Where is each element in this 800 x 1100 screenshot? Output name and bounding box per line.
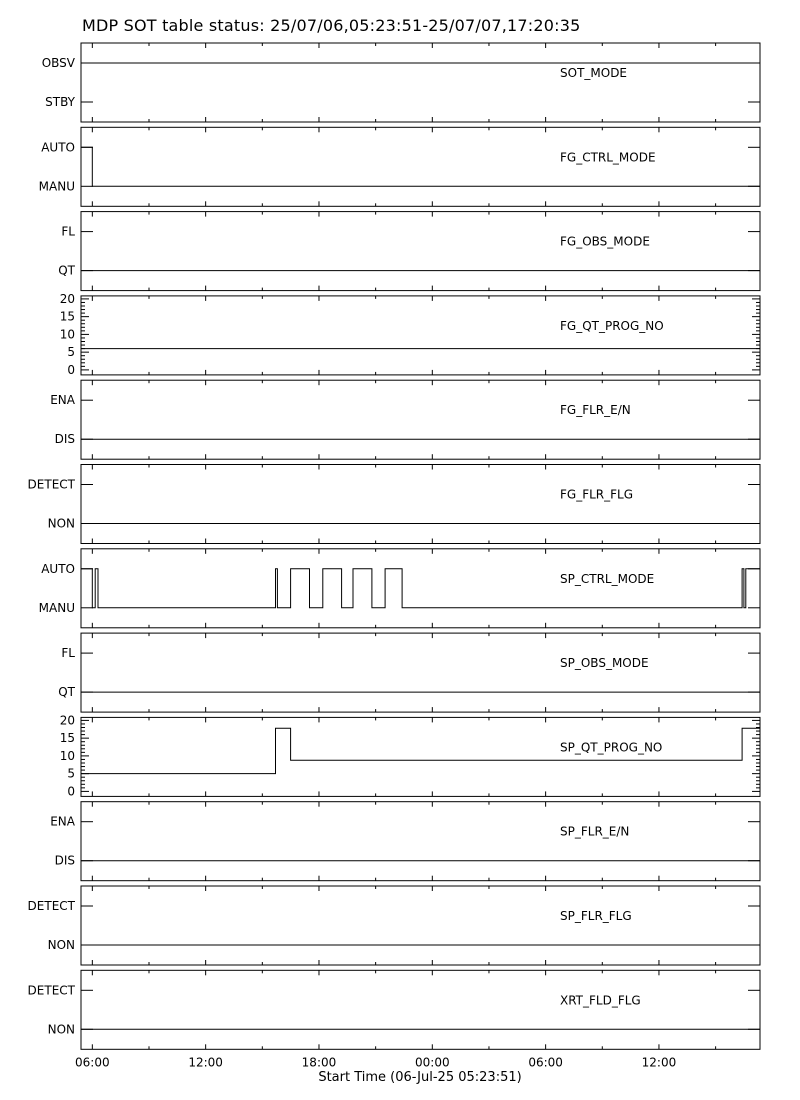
panel-label-fg-qt-prog-no: FG_QT_PROG_NO <box>560 318 664 333</box>
panel-label-sot-mode: SOT_MODE <box>560 66 628 80</box>
y-tick-label: DETECT <box>27 983 75 998</box>
panel-frame-sp-qt-prog-no <box>81 717 760 796</box>
panel-frame-sot-mode <box>81 43 760 122</box>
panel-label-fg-flr-flg: FG_FLR_FLG <box>560 487 634 502</box>
panel-frame-fg-qt-prog-no <box>81 296 760 375</box>
panel-frame-sp-flr-e-n <box>81 802 760 881</box>
y-tick-label: OBSV <box>41 56 75 70</box>
panel-label-xrt-fld-flg: XRT_FLD_FLG <box>560 993 641 1008</box>
x-tick-label: 00:00 <box>415 1055 450 1070</box>
y-tick-label: 10 <box>59 327 75 342</box>
y-tick-label: 20 <box>59 713 75 728</box>
y-tick-label: 10 <box>59 748 75 763</box>
y-tick-label: DETECT <box>27 477 75 492</box>
panel-label-fg-ctrl-mode: FG_CTRL_MODE <box>560 150 656 165</box>
y-tick-label: 20 <box>59 291 75 306</box>
y-tick-label: NON <box>47 516 75 531</box>
panel-label-sp-ctrl-mode: SP_CTRL_MODE <box>560 571 655 586</box>
panel-label-sp-qt-prog-no: SP_QT_PROG_NO <box>560 740 663 755</box>
panel-label-fg-obs-mode: FG_OBS_MODE <box>560 234 650 249</box>
x-tick-label: 12:00 <box>188 1055 223 1070</box>
y-tick-label: 5 <box>67 345 75 360</box>
y-tick-label: 5 <box>67 766 75 781</box>
y-tick-label: QT <box>58 263 75 278</box>
y-tick-label: NON <box>47 1022 75 1037</box>
panel-frame-sp-flr-flg <box>81 886 760 965</box>
y-tick-label: STBY <box>45 95 75 109</box>
y-tick-label: 15 <box>59 731 75 746</box>
chart-title: MDP SOT table status: 25/07/06,05:23:51-25/07/07,17:20:35 <box>82 16 581 35</box>
x-tick-label: 18:00 <box>301 1055 337 1070</box>
series-line-fg-ctrl-mode <box>81 147 760 186</box>
x-tick-label: 12:00 <box>641 1055 677 1070</box>
y-tick-label: ENA <box>50 814 75 829</box>
panel-label-sp-flr-e-n: SP_FLR_E/N <box>560 824 630 839</box>
panel-frame-xrt-fld-flg <box>81 970 760 1049</box>
y-tick-label: 15 <box>59 309 75 324</box>
x-axis-label: Start Time (06-Jul-25 05:23:51) <box>318 1070 522 1085</box>
panel-frame-fg-flr-e-n <box>81 380 760 459</box>
y-tick-label: MANU <box>38 600 75 615</box>
y-tick-label: 0 <box>67 362 75 377</box>
y-tick-label: DIS <box>54 432 75 447</box>
panel-label-sp-obs-mode: SP_OBS_MODE <box>560 656 649 671</box>
y-tick-label: DIS <box>54 853 75 868</box>
series-line-sp-ctrl-mode <box>81 569 760 608</box>
panel-frame-fg-ctrl-mode <box>81 127 760 206</box>
panel-frame-sp-ctrl-mode <box>81 549 760 628</box>
y-tick-label: QT <box>58 685 75 700</box>
y-tick-label: MANU <box>38 179 75 194</box>
x-tick-label: 06:00 <box>75 1055 110 1070</box>
y-tick-label: ENA <box>50 393 75 408</box>
y-tick-label: DETECT <box>27 899 75 913</box>
panel-frame-fg-obs-mode <box>81 212 760 291</box>
y-tick-label: FL <box>61 646 75 661</box>
y-tick-label: AUTO <box>41 561 75 576</box>
y-tick-label: 0 <box>67 784 75 799</box>
y-tick-label: FL <box>61 224 75 239</box>
panel-frame-sp-obs-mode <box>81 633 760 712</box>
panel-frame-fg-flr-flg <box>81 465 760 544</box>
y-tick-label: NON <box>47 938 75 952</box>
panel-label-fg-flr-e-n: FG_FLR_E/N <box>560 403 631 418</box>
x-tick-label: 06:00 <box>528 1055 563 1070</box>
y-tick-label: AUTO <box>41 140 75 155</box>
panel-label-sp-flr-flg: SP_FLR_FLG <box>560 909 632 923</box>
